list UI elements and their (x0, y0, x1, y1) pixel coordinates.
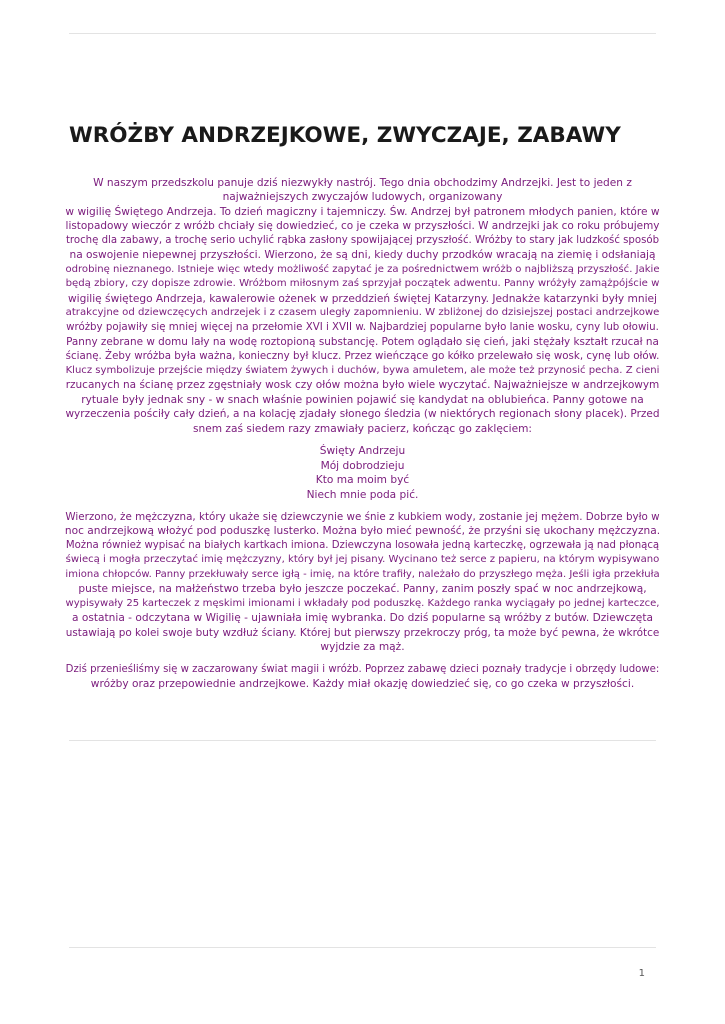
text-line: Wierzono, że mężczyzna, który ukaże się dziewczynie we śnie z kubkiem wody, zostanie jej mężem. Dobrze było w (65, 510, 660, 523)
footer-divider (69, 947, 656, 948)
content-divider (69, 740, 656, 741)
poem-line: Święty Andrzeju (319, 445, 406, 458)
paragraph-gap (64, 502, 661, 510)
text-line: listopadowy wieczór z wróżb chciały się dowiedzieć, co je czeka w przyszłości. W andrzejki jak co roku próbujemy (65, 220, 660, 233)
text-line: Panny zebrane w domu lały na wodę roztopioną substancję. Potem oglądało się cień, jaki stężały kształt rzucał na (66, 335, 659, 348)
middle-paragraph (64, 510, 661, 655)
text-line: trochę dla zabawy, a trochę serio uchylić rąbka zasłony spowijającej przyszłość. Wróżby to stary jak ludzkość sposób (65, 234, 660, 246)
text-line: ścianę. Żeby wróżba była ważna, konieczny był klucz. Przez wieńczące go kółko przelewało się wosk, cynę lub ołów. (65, 350, 660, 363)
text-line: imiona chłopców. Panny przekłuwały serce igłą - imię, na które trafiły, należało do przyszłego męża. Jeśli igła przekłuła (65, 568, 660, 580)
text-line: Dziś przenieśliśmy się w zaczarowany świat magii i wróżb. Poprzez zabawę dzieci poznały tradycje i obrzędy ludowe: (65, 663, 660, 675)
text-line: wypisywały 25 karteczek z męskimi imionami i wkładały pod poduszkę. Każdego ranka wyciągały po jednej karteczce, (65, 597, 660, 609)
text-line: będą zbiory, czy dopisze zdrowie. Wróżbom miłosnym zaś sprzyjał początek adwentu. Panny wróżyły zamążpójście w (65, 278, 660, 290)
text-line: rzucanych na ścianę przez zgęstniały wosk czy ołów można było wiele wyczytać. Najważniejsze w andrzejkowym (65, 379, 660, 392)
paragraph-gap (64, 655, 661, 663)
paragraph-gap (64, 436, 661, 444)
text-line: Klucz symbolizuje przejście między światem żywych i duchów, bywa amuletem, ale może też przynosić pecha. Z cieni (65, 364, 660, 376)
top-divider (69, 33, 656, 34)
text-line: w wigilię Świętego Andrzeja. To dzień magiczny i tajemniczy. Św. Andrzej był patronem młodych panien, które w (65, 205, 660, 218)
intro-paragraph (64, 176, 661, 436)
text-line: wyrzeczenia pościły cały dzień, a na kolację zjadały słonego śledzia (w niektórych regionach słony placek). Przed (65, 408, 660, 421)
text-line: świecą i mogła przeczytać imię mężczyzny, który był jej pisany. Wycinano też serce z papieru, na którym wypisywano (65, 554, 660, 566)
text-line: wigilię świętego Andrzeja, kawalerowie ożenek w przeddzień świętej Katarzyny. Jednakże katarzynki były mniej (68, 292, 657, 305)
article-body (64, 176, 661, 691)
text-line: noc andrzejkową włożyć pod poduszkę lusterko. Można było mieć pewność, że przyśni się ukochany mężczyzna. (64, 525, 661, 538)
text-line: W naszym przedszkolu panuje dziś niezwykły nastrój. Tego dnia obchodzimy Andrzejki. Jest to jeden z (93, 177, 632, 189)
poem-line: Kto ma moim być (315, 474, 410, 487)
incantation-poem (64, 444, 661, 502)
closing-paragraph (64, 663, 661, 692)
poem-line: Mój dobrodzieju (320, 459, 405, 472)
text-line: wróżby oraz przepowiednie andrzejkowe. Każdy miał okazję dowiedzieć się, co go czeka w przyszłości. (90, 677, 635, 690)
text-line: ustawiają po kolei swoje buty wzdłuż ściany. Której but pierwszy przekroczy próg, ta może być pewna, że wkrótce (65, 626, 660, 639)
text-line: atrakcyjne od dziewczęcych andrzejek i z czasem uległy zapomnieniu. W zbliżonej do dzisiejszej postaci andrzejkowe (65, 307, 660, 319)
page-number: 1 (638, 968, 645, 979)
text-line: snem zaś siedem razy zmawiały pacierz, kończąc go zaklęciem: (192, 422, 533, 435)
text-line: Można również wypisać na białych kartkach imiona. Dziewczyna losowała jedną karteczkę, ogrzewała ją nad płonącą (65, 539, 660, 551)
text-line: rytuale były jednak sny - w snach właśnie powinien pojawić się kandydat na oblubieńca. Panny gotowe na (81, 393, 644, 406)
poem-line: Niech mnie poda pić. (306, 488, 419, 501)
text-line: wróżby pojawiły się mniej więcej na przełomie XVI i XVII w. Najbardziej popularne było lanie wosku, cyny lub ołowiu. (66, 321, 659, 333)
text-line: puste miejsce, na małżeństwo trzeba było jeszcze poczekać. Panny, zanim poszły spać w noc andrzejkową, (78, 583, 647, 596)
text-line: na oswojenie niepewnej przyszłości. Wierzono, że są dni, kiedy duchy przodków wracają na ziemię i odsłaniają (69, 249, 656, 262)
text-line: wyjdzie za mąż. (320, 641, 405, 654)
text-line: a ostatnia - odczytana w Wigilię - ujawniała imię wybranka. Do dziś popularne są wróżby z butów. Dziewczęta (72, 612, 653, 625)
text-line: odrobinę nieznanego. Istnieje więc wtedy możliwość zapytać je za pośrednictwem wróżb o najbliższą przyszłość. Jakie (65, 263, 660, 275)
text-line: najważniejszych zwyczajów ludowych, organizowany (222, 191, 503, 204)
page-title: WRÓŻBY ANDRZEJKOWE, ZWYCZAJE, ZABAWY (69, 123, 621, 148)
